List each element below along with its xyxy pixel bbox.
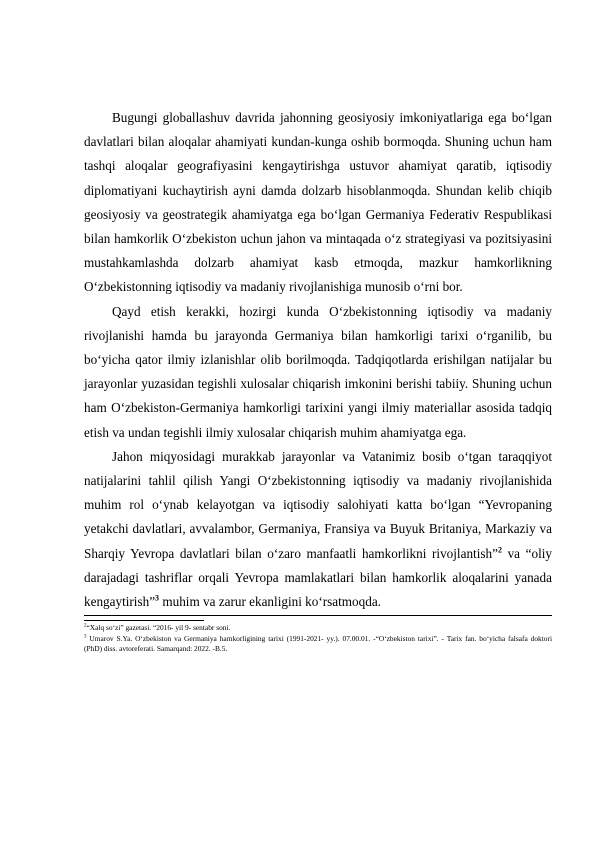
paragraph-3-part-1: Jahon miqyosidagi murakkab jarayonlar va Vatanimiz bosib o‘tgan taraqqiyot natijalarini tahlil qilish Yangi O‘zbekistonning iqtisodiy va madaniy rivojlanishida muhim rol o‘ynab kelayotgan va iqtisodiy salohiyati katta bo‘lgan “Yevropaning yetakchi davlatlari, avvalambor, Germaniya, Fransiya va Buyuk Britaniya, Markaziy va Sharqiy Yevropa davlatlari bilan o‘zaro manfaatli hamkorlikni rivojlantish” xyxy=(84,448,552,561)
paragraph-3 xyxy=(84,445,552,614)
footnote-marker-2: 2 xyxy=(84,623,87,629)
footnote-2 xyxy=(84,623,552,634)
document-page xyxy=(84,106,552,655)
footnote-2-text: “Xalq so‘zi” gazetasi. “2016- yil 9- sentabr soni. xyxy=(86,623,231,633)
footnote-3 xyxy=(84,634,552,655)
paragraph-3-part-2: va “oliy darajadagi tashriflar orqali Yevropa mamlakatlari bilan hamkorlik aloqalarini yanada kengaytirish” xyxy=(84,545,552,610)
footnote-3-text: Umarov S.Ya. O‘zbekiston va Germaniya hamkorligining tarixi (1991-2021- yy.). 07.00.01. -“O‘zbekiston tarixi”. - Tarix fan. bo‘yicha falsafa doktori (PhD) diss. avtoreferati. Samarqand: 2022. -B.5. xyxy=(84,633,552,654)
footnote-separator xyxy=(84,620,204,621)
paragraph-3-part-3: muhim va zarur ekanligini ko‘rsatmoqda. xyxy=(159,594,381,610)
paragraph-1: Bugungi globallashuv davrida jahonning geosiyosiy imkoniyatlariga ega bo‘lgan davlatlari bilan aloqalar ahamiyati kundan-kunga oshib bormoqda. Shuning uchun ham tashqi aloqalar geografiyasini kengaytirishga ustuvor ahamiyat qaratib, iqtisodiy diplomatiyani kuchaytirish ayni damda dolzarb hisoblanmoqda. Shundan kelib chiqib geosiyosiy va geostrategik ahamiyatga ega bo‘lgan Germaniya Federativ Respublikasi bilan hamkorlik O‘zbekiston uchun jahon va mintaqada o‘z strategiyasi va pozitsiyasini mustahkamlashda dolzarb ahamiyat kasb etmoqda, mazkur hamkorlikning O‘zbekistonning iqtisodiy va madaniy rivojlanishiga munosib o‘rni bor. xyxy=(84,110,552,295)
text-bottom-rule xyxy=(84,615,552,616)
paragraph-2: Qayd etish kerakki, hozirgi kunda O‘zbekistonning iqtisodiy va madaniy rivojlanishi hamda bu jarayonda Germaniya bilan hamkorligi tarixi o‘rganilib, bu bo‘yicha qator ilmiy izlanishlar olib borilmoqda. Tadqiqotlarda erishilgan natijalar bu jarayonlar yuzasidan tegishli xulosalar chiqarish imkonini berishi tabiiy. Shuning uchun ham O‘zbekiston-Germaniya hamkorligi tarixini yangi ilmiy materiallar asosida tadqiq etish va undan tegishli ilmiy xulosalar chiqarish muhim ahamiyatga ega. xyxy=(84,303,552,440)
footnote-marker-3: 3 xyxy=(84,634,87,640)
footnote-ref-2[interactable]: 2 xyxy=(497,545,502,555)
footnotes xyxy=(84,623,552,655)
footnote-ref-3[interactable]: 3 xyxy=(155,593,160,603)
